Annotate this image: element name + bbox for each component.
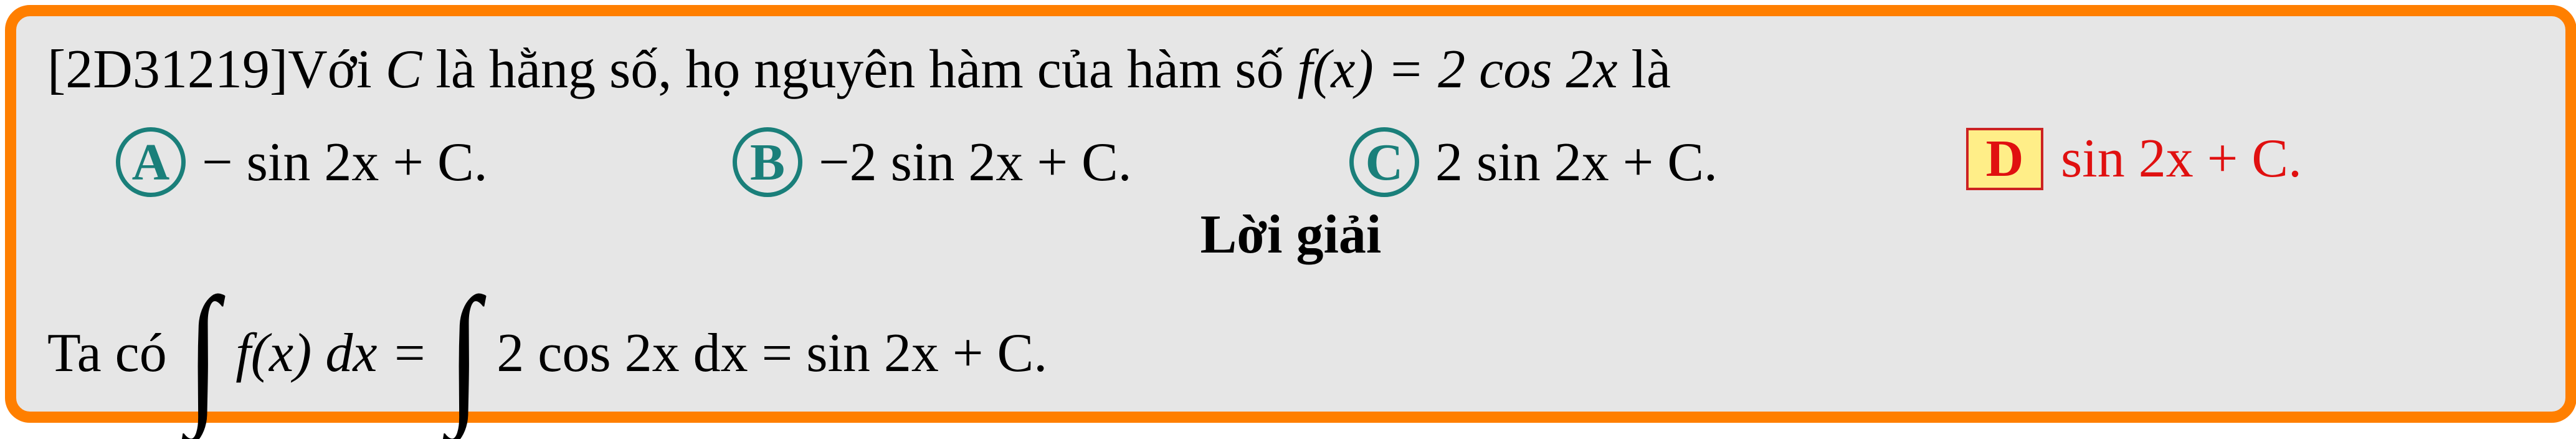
solution-line	[47, 266, 1048, 439]
solution-intro: Ta có	[47, 322, 167, 384]
question-text	[47, 39, 1671, 100]
solution-title: Lời giải	[1200, 205, 1382, 265]
question-suffix: là	[1631, 39, 1671, 100]
integral-symbol-2: ∫	[448, 266, 480, 439]
integral-symbol-1: ∫	[187, 266, 219, 439]
option-c[interactable]	[1349, 127, 1718, 197]
option-b[interactable]	[733, 127, 1132, 197]
option-b-badge: B	[733, 127, 802, 197]
option-a-text: − sin 2x + C.	[202, 132, 488, 193]
option-a-badge: A	[116, 127, 186, 197]
const-symbol: C	[385, 39, 422, 100]
integrand-1: f(x) dx =	[235, 322, 428, 384]
question-prefix: Với	[288, 39, 372, 100]
option-d-badge: D	[1966, 128, 2043, 190]
exercise-card	[5, 5, 2576, 439]
function-expression: f(x) = 2 cos 2x	[1297, 39, 1618, 100]
option-d-text: sin 2x + C.	[2061, 128, 2303, 189]
question-middle: là hằng số, họ nguyên hàm của hàm số	[435, 39, 1284, 100]
option-b-text: −2 sin 2x + C.	[819, 132, 1132, 193]
option-c-text: 2 sin 2x + C.	[1435, 132, 1718, 193]
integrand-2: 2 cos 2x dx = sin 2x + C.	[497, 322, 1048, 384]
option-c-badge: C	[1349, 127, 1419, 197]
option-d[interactable]	[1966, 127, 2302, 190]
option-a[interactable]	[116, 127, 488, 197]
question-code: [2D31219]	[47, 39, 288, 100]
